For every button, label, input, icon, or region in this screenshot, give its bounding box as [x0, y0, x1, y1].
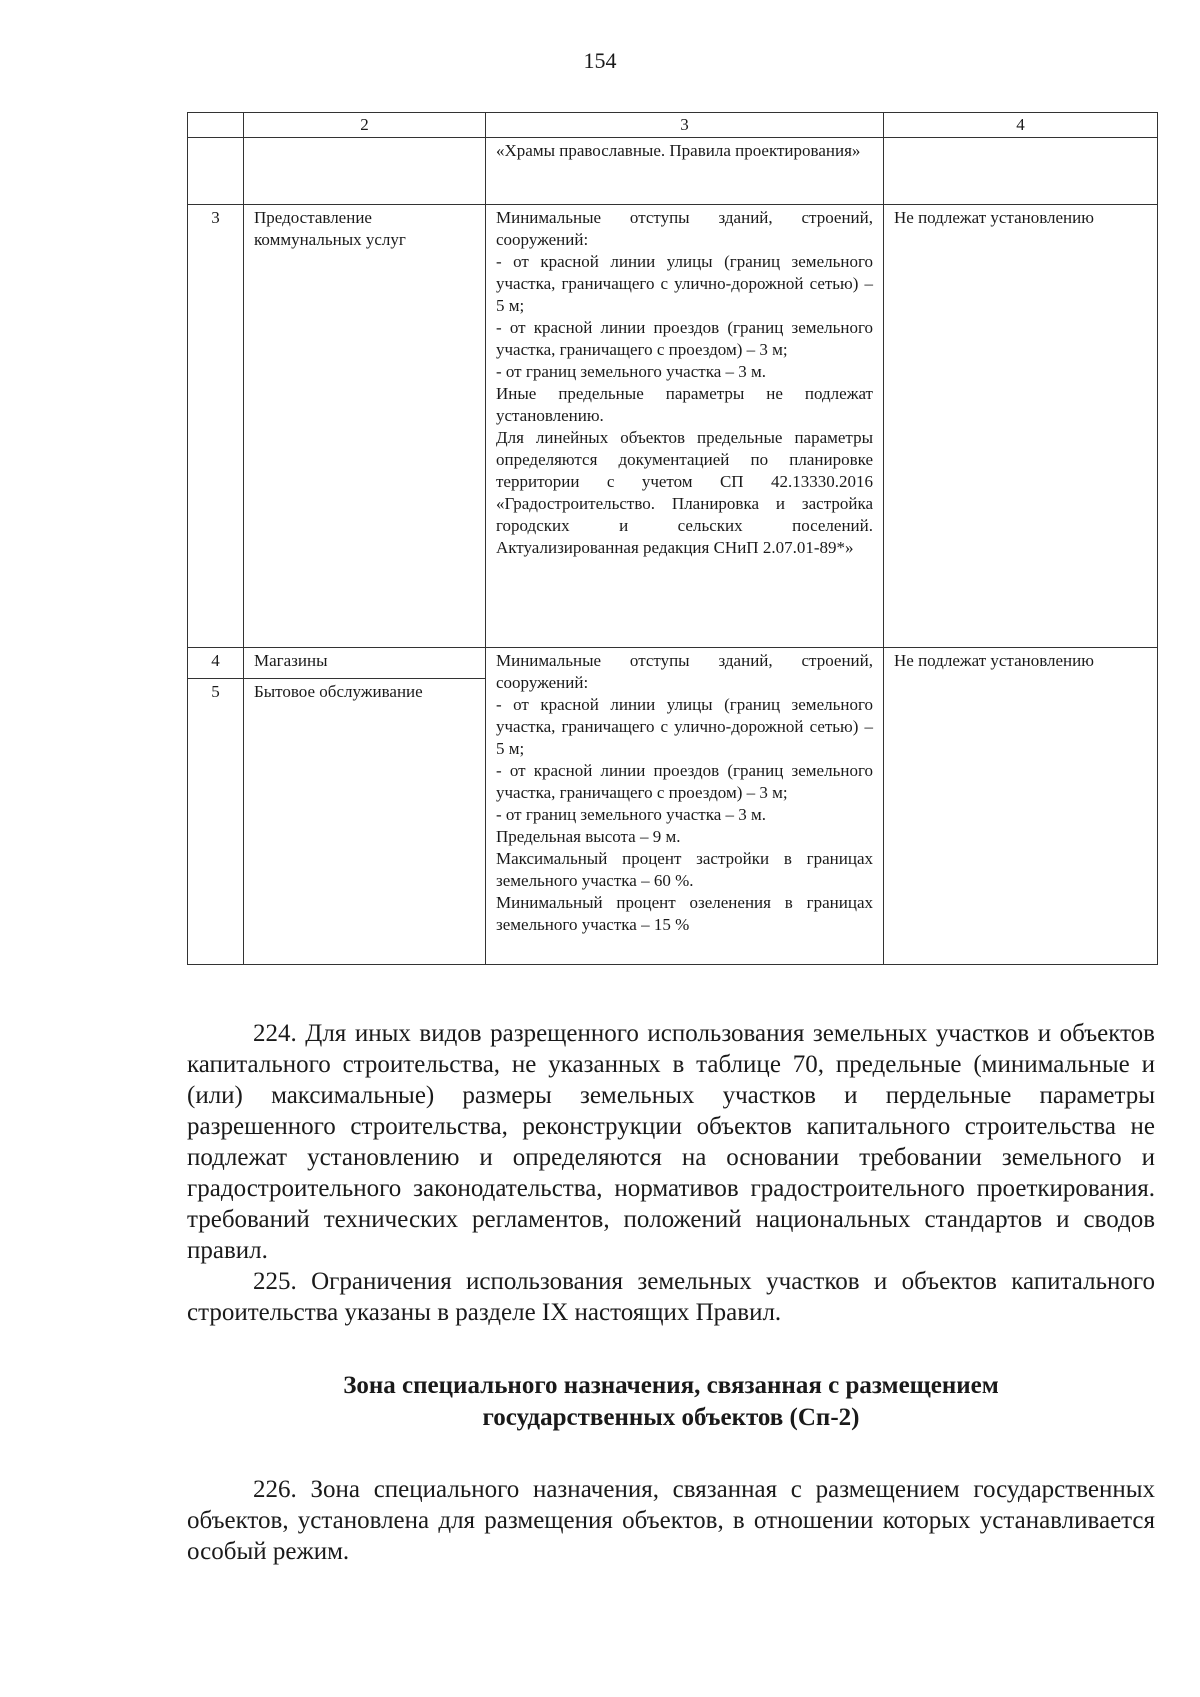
row-params — [486, 205, 884, 648]
row-number: 4 — [188, 648, 243, 679]
paragraph-226: 226. Зона специального назначения, связанная с размещением государственных объектов, установлена для размещения объектов, в отношении которых устанавливается особый режим. — [187, 1476, 1155, 1565]
param-line: Минимальные отступы зданий, строений, сооружений: — [496, 208, 873, 249]
param-line: Иные предельные параметры не подлежат установлению. — [496, 384, 873, 425]
table-row — [188, 648, 1158, 965]
row-limits: Не подлежат установлению — [884, 205, 1158, 648]
header-cell-2: 2 — [244, 113, 486, 138]
param-line: Минимальный процент озеленения в границах земельного участка – 15 % — [496, 893, 873, 934]
row-name: Бытовое обслуживание — [254, 682, 423, 701]
paragraph-225: 225. Ограничения использования земельных участков и объектов капитального строительства указаны в разделе IX настоящих Правил. — [187, 1268, 1155, 1326]
row-number: 5 — [211, 682, 220, 701]
param-line: - от красной линии проездов (границ земельного участка, граничащего с проездом) – 3 м; — [496, 318, 873, 359]
param-line: - от границ земельного участка – 3 м. — [496, 362, 766, 381]
param-line: Для линейных объектов предельные параметры определяются документацией по планировке территории с учетом СП 42.13330.2016 «Градостроительство. Планировка и застройка городских и сельских поселений. Актуализированная редакция СНиП 2.07.01-89*» — [496, 428, 873, 557]
param-line: Предельная высота – 9 м. — [496, 827, 681, 846]
table-header-row — [188, 113, 1158, 138]
row-name-merged — [244, 648, 486, 965]
row-number: 3 — [188, 205, 244, 648]
cell-empty — [884, 138, 1158, 205]
row-name: Предоставление коммунальных услуг — [244, 205, 486, 648]
cell-continued-text: «Храмы православные. Правила проектирования» — [486, 138, 884, 205]
param-line: - от границ земельного участка – 3 м. — [496, 805, 766, 824]
row-number-merged — [188, 648, 244, 965]
cell-empty — [244, 138, 486, 205]
paragraphs-block — [187, 1018, 1155, 1328]
header-cell-3: 3 — [486, 113, 884, 138]
table-row — [188, 205, 1158, 648]
param-line: - от красной линии проездов (границ земельного участка, граничащего с проездом) – 3 м; — [496, 761, 873, 802]
heading-line-2: государственных объектов (Сп-2) — [482, 1404, 860, 1431]
heading-line-1: Зона специального назначения, связанная с размещением — [343, 1372, 999, 1399]
param-line: Максимальный процент застройки в границах земельного участка – 60 %. — [496, 849, 873, 890]
paragraphs-block-2 — [187, 1474, 1155, 1567]
cell-empty — [188, 138, 244, 205]
section-heading — [187, 1370, 1155, 1434]
row-limits: Не подлежат установлению — [884, 648, 1158, 965]
page-number: 154 — [583, 48, 617, 73]
param-line: Минимальные отступы зданий, строений, сооружений: — [496, 651, 873, 692]
param-line: - от красной линии улицы (границ земельного участка, граничащего с улично-дорожной сетью) – 5 м; — [496, 252, 873, 315]
header-cell-1 — [188, 113, 244, 138]
row-params — [486, 648, 884, 965]
table-row-continued — [188, 138, 1158, 205]
row-name: Магазины — [244, 648, 485, 679]
param-line: - от красной линии улицы (границ земельного участка, граничащего с улично-дорожной сетью) – 5 м; — [496, 695, 873, 758]
paragraph-224: 224. Для иных видов разрещенного использования земельных участков и объектов капитального строительства, не указанных в таблице 70, предельные (минимальные и (или) максимальные) размеры земельных участков и пердельные параметры разрешенного строительства, реконструкции объектов капитального строительства не подлежат установлению и определяются на основании требовании земельного и градостроительного законодательства, нормативов градостроительного проеткирования. требований технических регламентов, положений национальных стандартов и сводов правил. — [187, 1020, 1155, 1264]
header-cell-4: 4 — [884, 113, 1158, 138]
regulations-table — [187, 112, 1158, 965]
